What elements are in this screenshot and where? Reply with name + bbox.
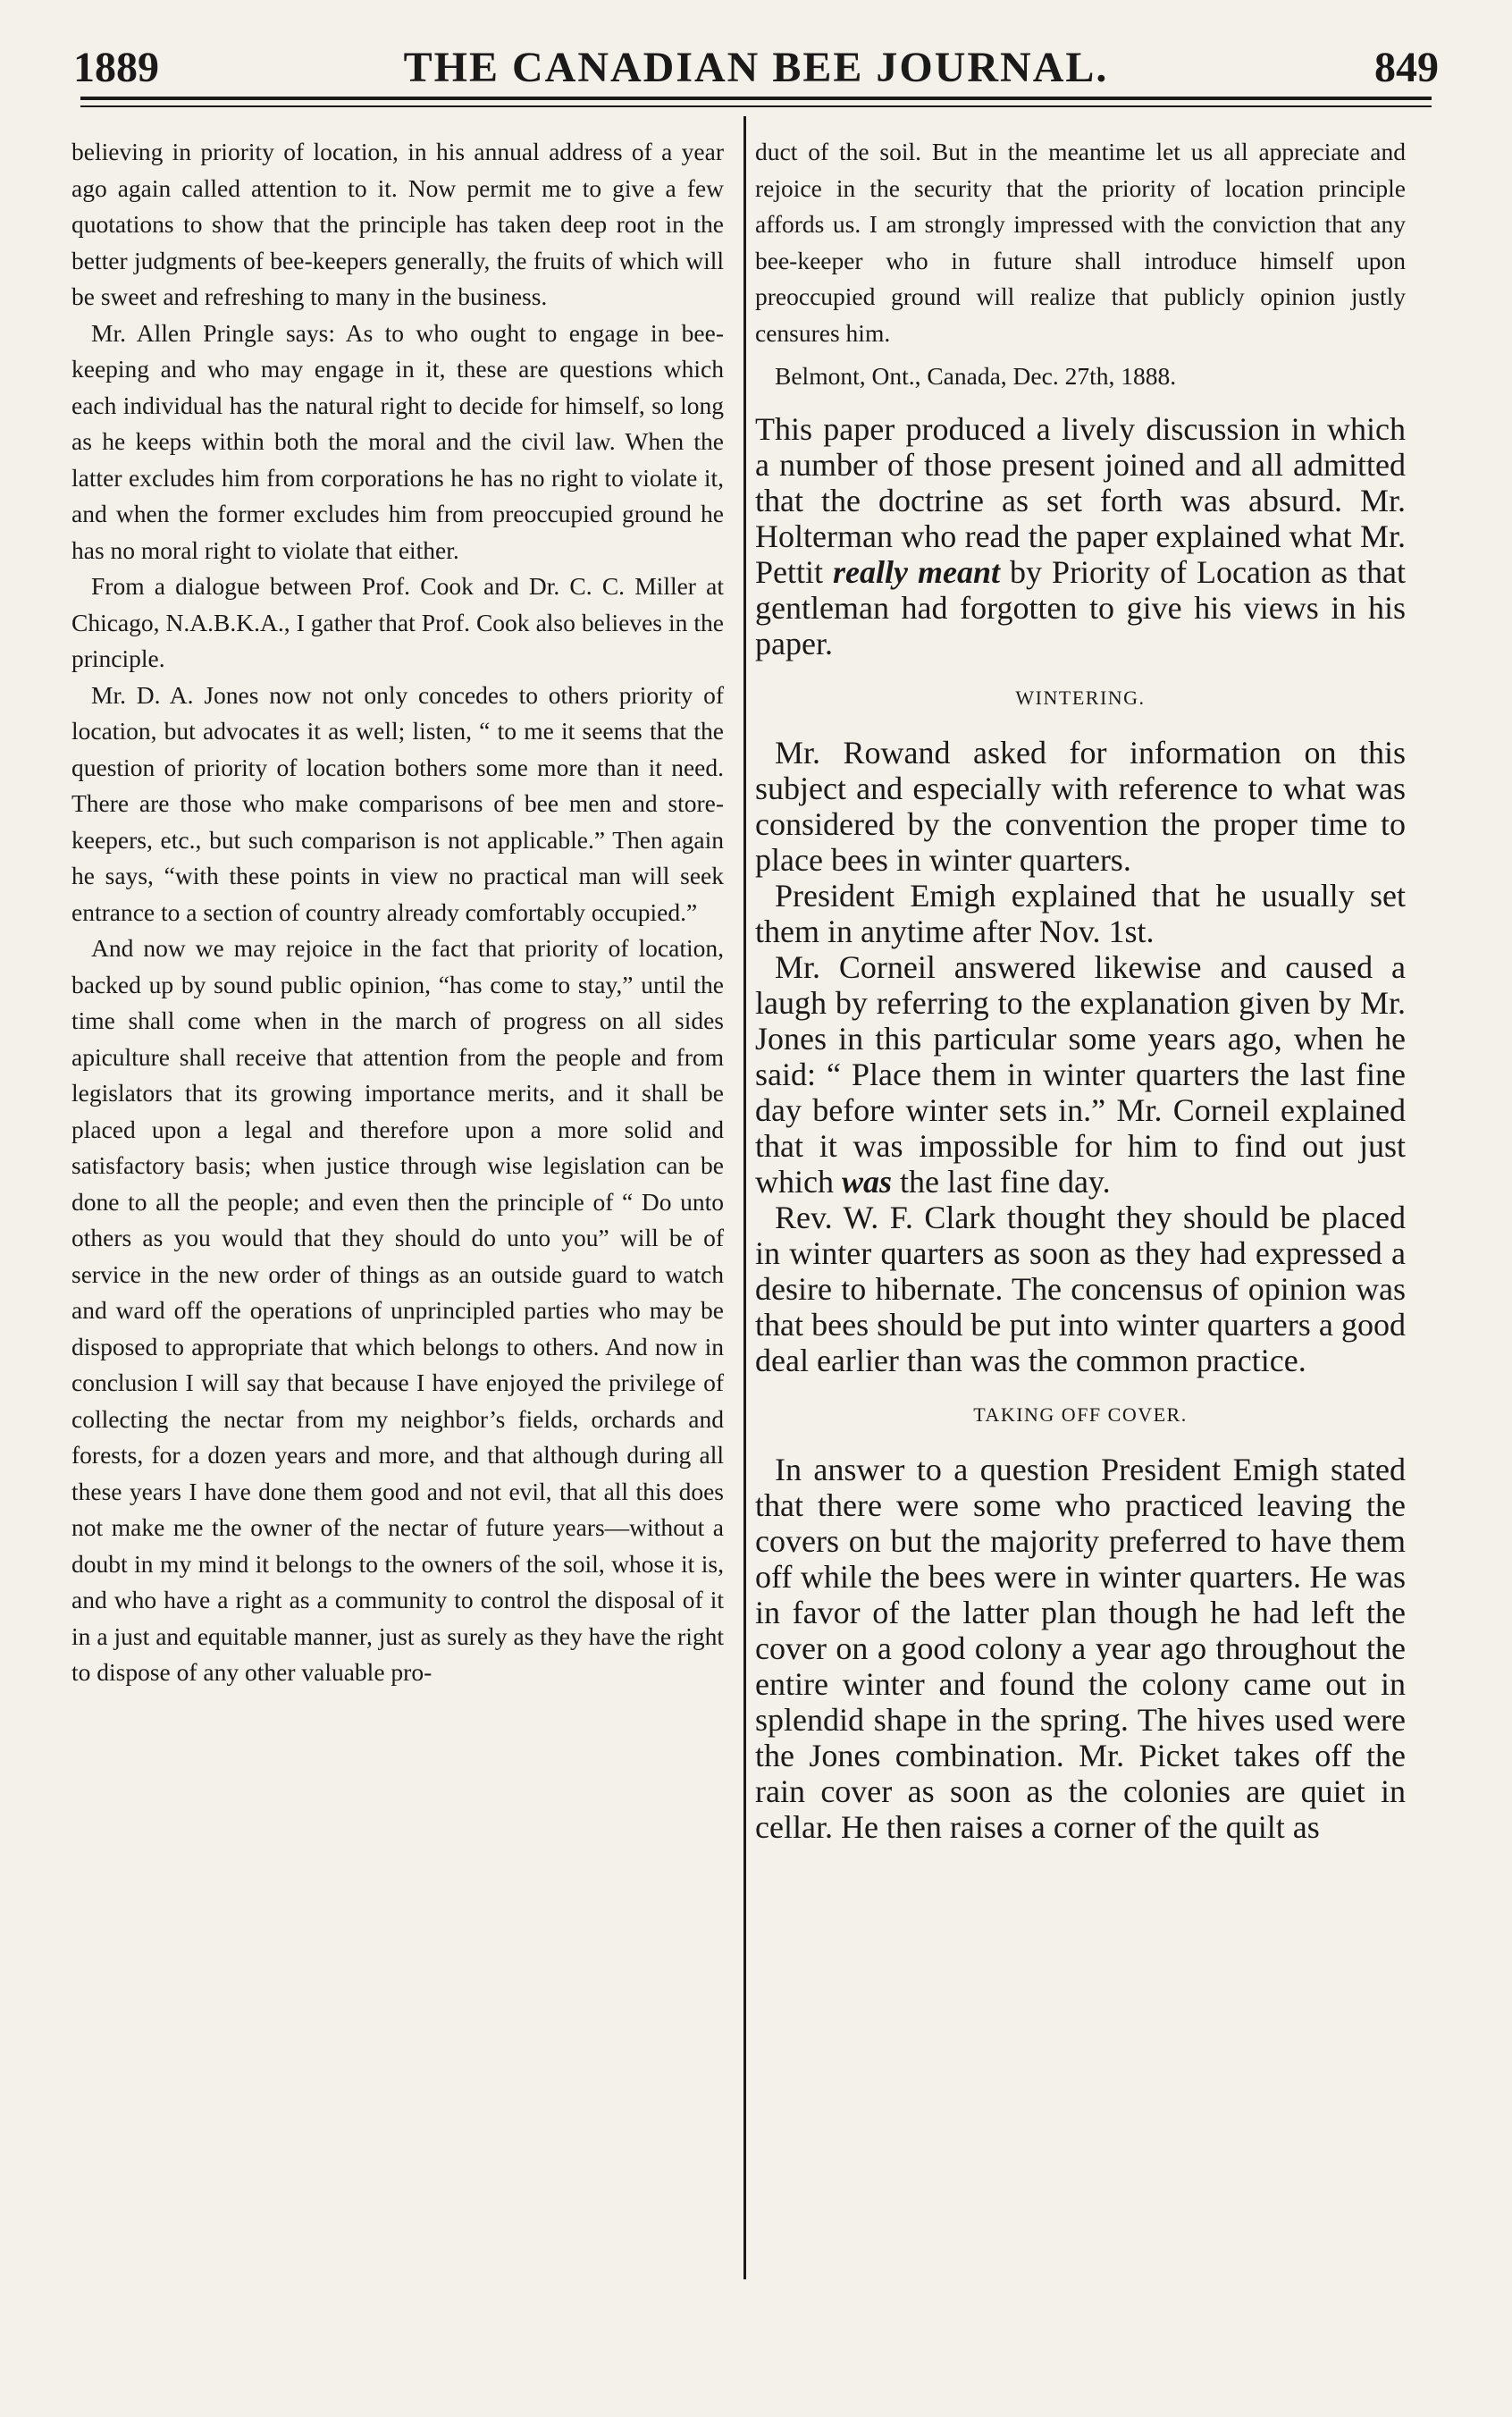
section-heading: WINTERING. bbox=[1015, 686, 1146, 709]
section-heading: TAKING OFF COVER. bbox=[973, 1402, 1188, 1426]
text-run: Mr. Corneil answered likewise and caused a laugh by referring to the explanation given by Mr. Jones in this particular some years ago, when he said: “ Place them in winter quarters the last fine day before winter sets in.” Mr. Corneil explained that it was impossible for him to find out just which bbox=[755, 948, 1406, 1200]
paragraph: From a dialogue between Prof. Cook and Dr. C. C. Miller at Chicago, N.A.B.K.A., I gather that Prof. Cook also believes in the principle. bbox=[71, 572, 724, 672]
dateline: Belmont, Ont., Canada, Dec. 27th, 1888. bbox=[775, 362, 1177, 390]
paragraph: Rev. W. F. Clark thought they should be placed in winter quarters as soon as they had expressed a desire to hibernate. The concensus of opinion was that bees should be put into winter quarters a good deal earlier than was the common practice. bbox=[755, 1199, 1406, 1378]
column-divider bbox=[743, 116, 746, 2279]
text-run: the last fine day. bbox=[900, 1163, 1111, 1200]
text-run: by Priority of Location as that gentleman had forgotten to give his views in his paper. bbox=[755, 553, 1406, 661]
paragraph bbox=[755, 949, 1406, 1200]
header-rule-thin bbox=[80, 105, 1432, 107]
left-column bbox=[71, 134, 724, 1691]
emphasis: really meant bbox=[833, 553, 1001, 590]
journal-title: THE CANADIAN BEE JOURNAL. bbox=[403, 44, 1109, 91]
paragraph bbox=[755, 411, 1406, 661]
emphasis: was bbox=[841, 1163, 893, 1200]
paragraph: Mr. D. A. Jones now not only concedes to others priority of location, but advocates it as well; listen, “ to me it seems that the question of priority of location bothers some more than it need. There are those who make comparisons of bee men and store-keepers, etc., but such comparison is not applicable.” Then again he says, “with these points in view no practical man will seek entrance to a section of country already comfortably occupied.” bbox=[71, 680, 724, 926]
paragraph: duct of the soil. But in the meantime let us all appreciate and rejoice in the security that the priority of location principle affords us. I am strongly impressed with the conviction that any bee-keeper who in future shall introduce himself upon preoccupied ground will realize that publicly opinion justly censures him. bbox=[755, 138, 1406, 347]
text-run: This paper produced a lively discussion in which a number of those present joined and all admitted that the doctrine as set forth was absurd. Mr. Holterman who read the paper explained what Mr. Pettit bbox=[755, 410, 1406, 590]
paragraph: Mr. Allen Pringle says: As to who ought to engage in bee-keeping and who may engage in it, these are questions which each individual has the natural right to decide for himself, so long as he keeps within both the moral and the civil law. When the latter excludes him from corporations he has no right to violate it, and when the former excludes him from preoccupied ground he has no moral right to violate that either. bbox=[71, 318, 724, 564]
paragraph: In answer to a question President Emigh stated that there were some who practiced leaving the covers on but the majority preferred to have them off while the bees were in winter quarters. He was in favor of the latter plan though he had left the cover on a good colony a year ago throughout the entire winter and found the colony came out in splendid shape in the spring. The hives used were the Jones combination. Mr. Picket takes off the rain cover as soon as the colonies are quiet in cellar. He then raises a corner of the quilt as bbox=[755, 1451, 1406, 1845]
paragraph: Mr. Rowand asked for information on this subject and especially with reference to what was considered by the convention the proper time to place bees in winter quarters. bbox=[755, 734, 1406, 878]
paragraph: believing in priority of location, in his annual address of a year ago again called attention to it. Now permit me to give a few quotations to show that the principle has taken deep root in the better judgments of bee-keepers generally, the fruits of which will be sweet and refreshing to many in the business. bbox=[71, 138, 724, 310]
page-number: 849 bbox=[1374, 44, 1439, 91]
header-year: 1889 bbox=[73, 44, 159, 91]
paragraph: President Emigh explained that he usually set them in anytime after Nov. 1st. bbox=[755, 877, 1406, 949]
right-column bbox=[755, 134, 1406, 1845]
header-rule bbox=[80, 97, 1432, 100]
paragraph: And now we may rejoice in the fact that priority of location, backed up by sound public opinion, “has come to stay,” until the time shall come when in the march of progress on all sides apiculture shall receive that attention from the people and from legislators that its growing importance merits, and it shall be placed upon a legal and therefore upon a more solid and satisfactory basis; when justice through wise legislation can be done to all the people; and even then the principle of “ Do unto others as you would that they should do unto you” will be of service in the new order of things as an outside guard to watch and ward off the operations of unprincipled parties who may be disposed to appropriate that which belongs to others. And now in conclusion I will say that because I have enjoyed the privilege of collecting the nectar from my neighbor’s fields, orchards and forests, for a dozen years and more, and that although during all these years I have done them good and not evil, that all this does not make me the owner of the nectar of future years—without a doubt in my mind it belongs to the owners of the soil, whose it is, and who have a right as a community to control the disposal of it in a just and equitable manner, just as surely as they have the right to dispose of any other valuable pro- bbox=[71, 934, 724, 1686]
